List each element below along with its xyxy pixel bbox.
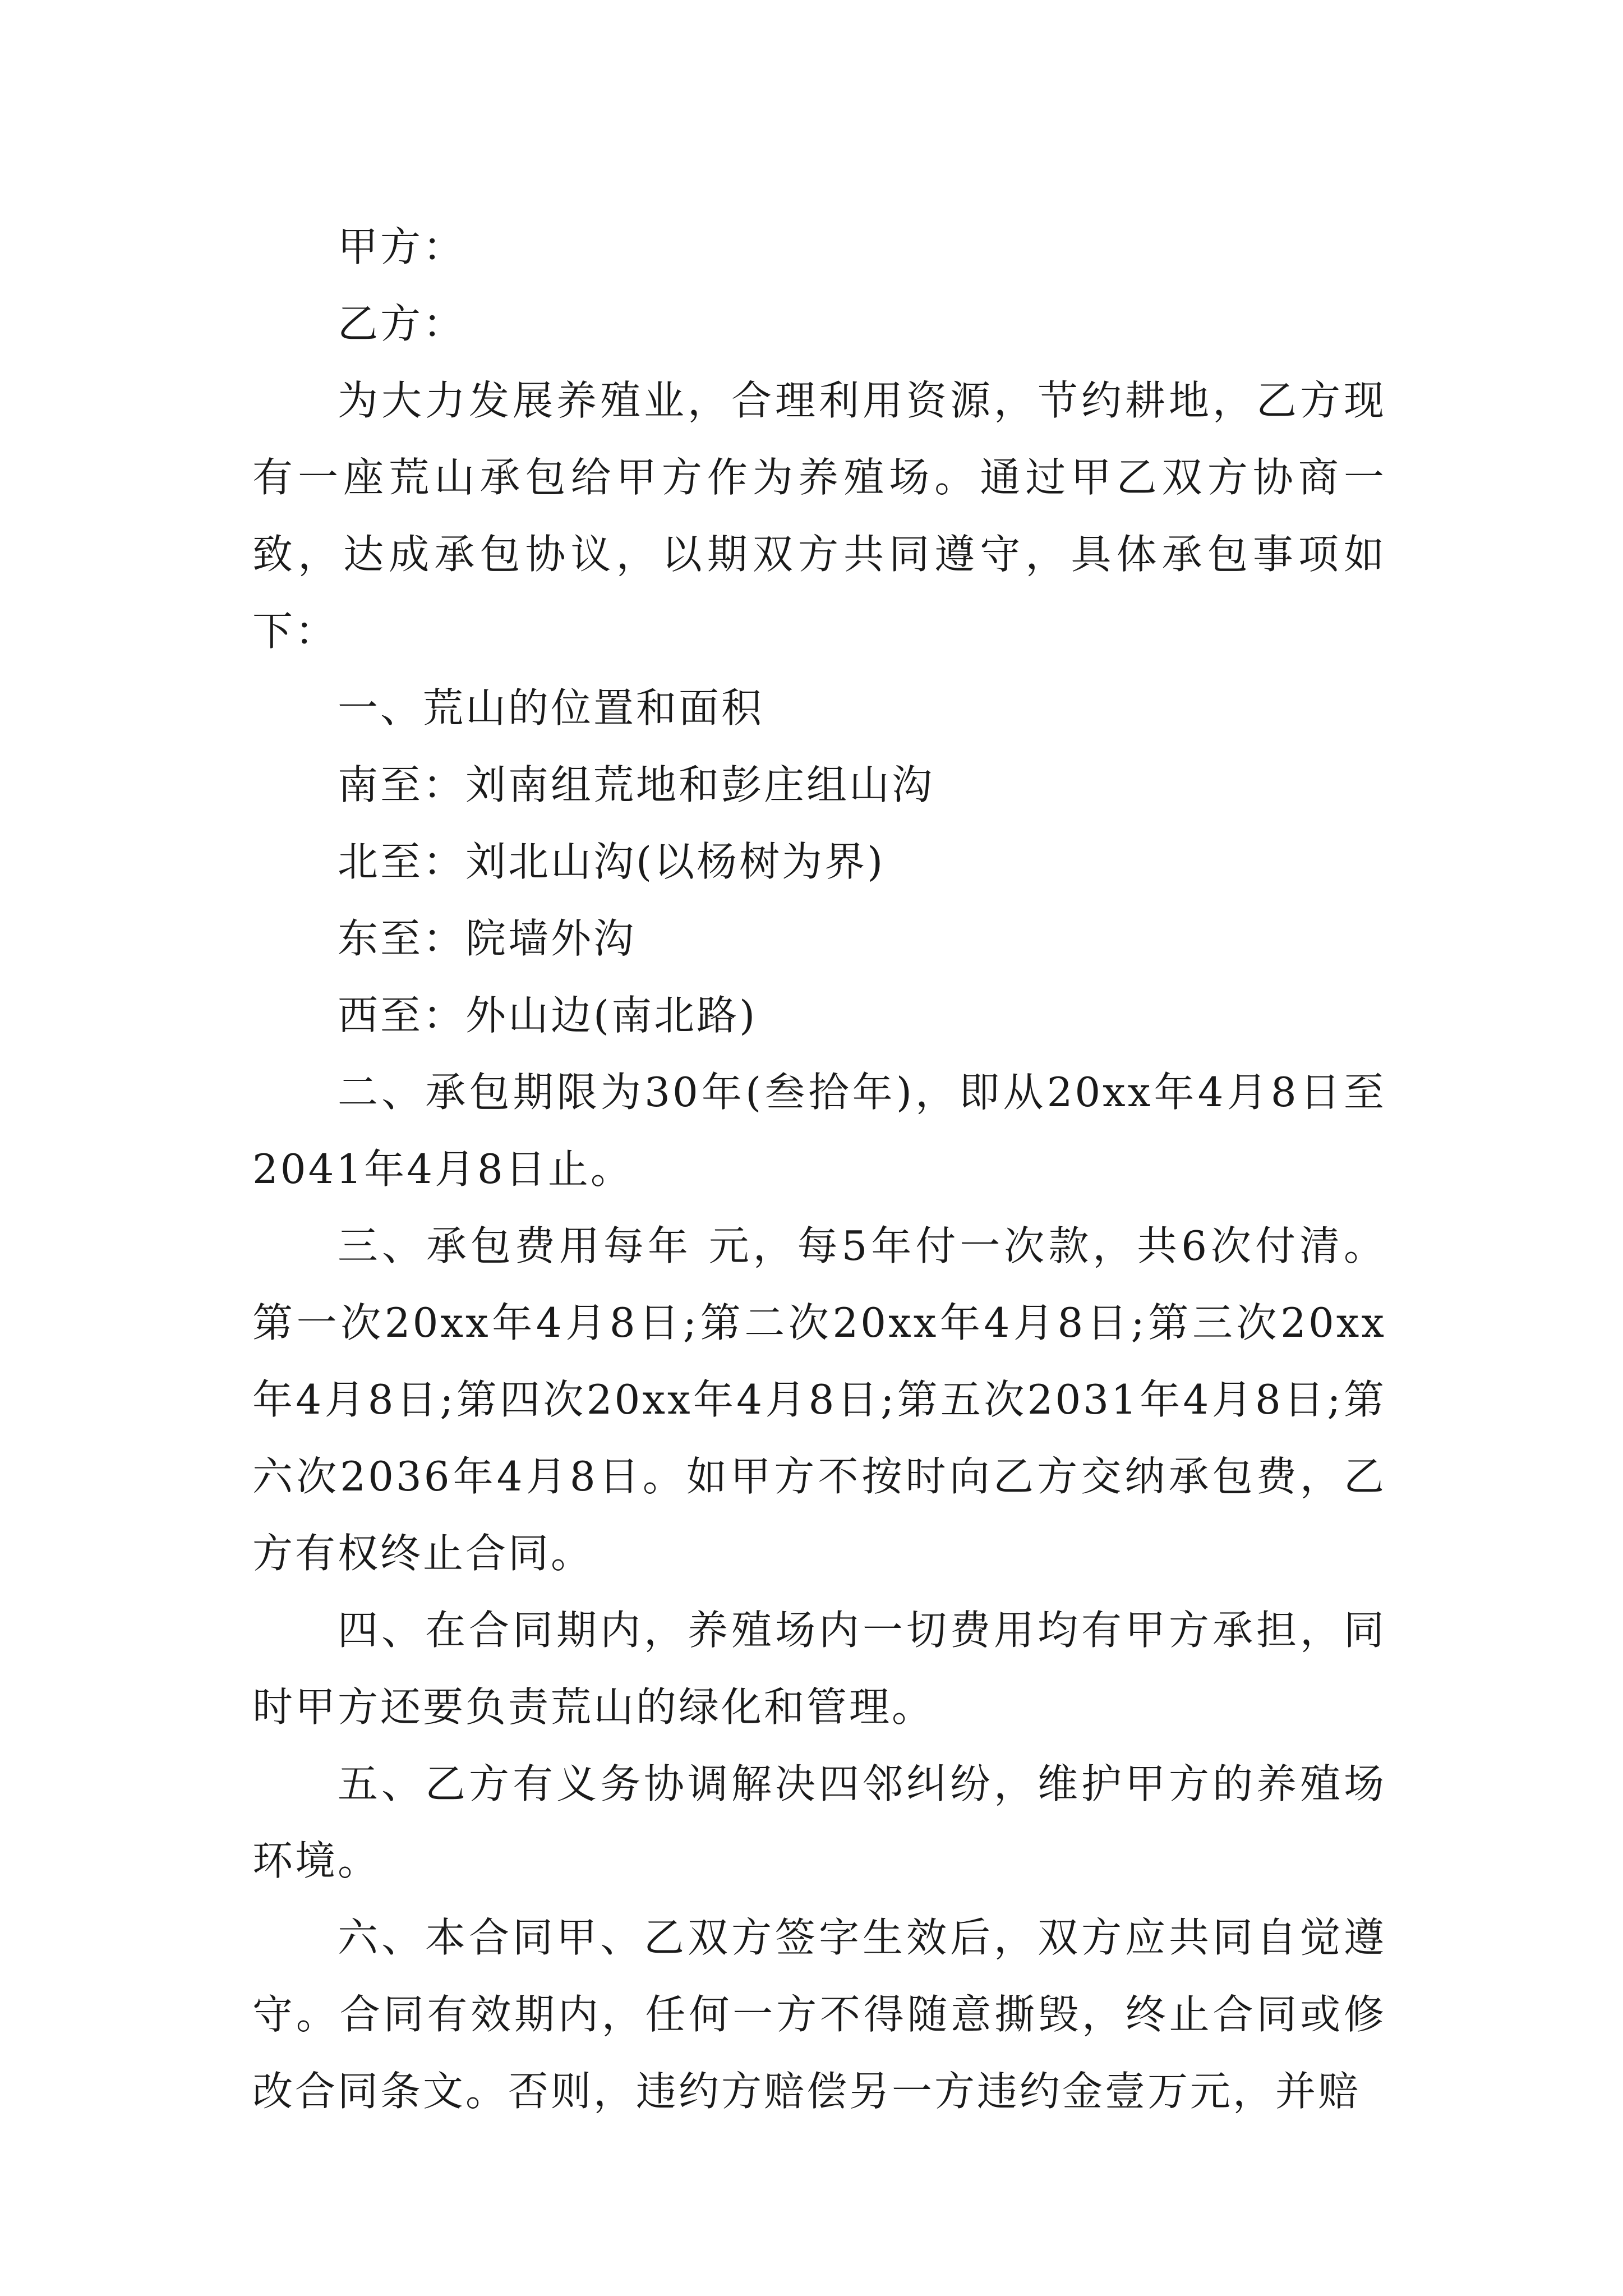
section-5-obligations: 五、乙方有义务协调解决四邻纠纷，维护甲方的养殖场环境。	[252, 1760, 1386, 1884]
party-b-line: 乙方：	[338, 300, 466, 347]
boundary-north: 北至：刘北山沟(以杨树为界)	[338, 838, 886, 885]
boundary-south: 南至：刘南组荒地和彭庄组山沟	[338, 761, 935, 808]
boundary-east: 东至：院墙外沟	[338, 915, 637, 962]
contract-body	[252, 209, 1386, 2130]
party-a-line: 甲方：	[338, 223, 466, 270]
section-4-costs: 四、在合同期内，养殖场内一切费用均有甲方承担，同时甲方还要负责荒山的绿化和管理。	[252, 1607, 1386, 1731]
section-6-effect: 六、本合同甲、乙双方签字生效后，双方应共同自觉遵守。合同有效期内，任何一方不得随意撕毁，终止合同或修改合同条文。否则，违约方赔偿另一方违约金壹万元，并赔	[252, 1914, 1386, 2115]
section-3-fees: 三、承包费用每年 元，每5年付一次款，共6次付清。第一次20xx年4月8日;第二次20xx年4月8日;第三次20xx年4月8日;第四次20xx年4月8日;第五次2031年4月8日;第六次2036年4月8日。如甲方不按时向乙方交纳承包费，乙方有权终止合同。	[252, 1222, 1386, 1577]
preamble-paragraph: 为大力发展养殖业，合理利用资源，节约耕地，乙方现有一座荒山承包给甲方作为养殖场。通过甲乙双方协商一致，达成承包协议，以期双方共同遵守，具体承包事项如下：	[252, 377, 1386, 655]
boundary-west: 西至：外山边(南北路)	[338, 992, 758, 1039]
section-1-heading: 一、荒山的位置和面积	[338, 684, 764, 731]
section-2-term: 二、承包期限为30年(叁拾年)，即从20xx年4月8日至2041年4月8日止。	[252, 1069, 1386, 1193]
